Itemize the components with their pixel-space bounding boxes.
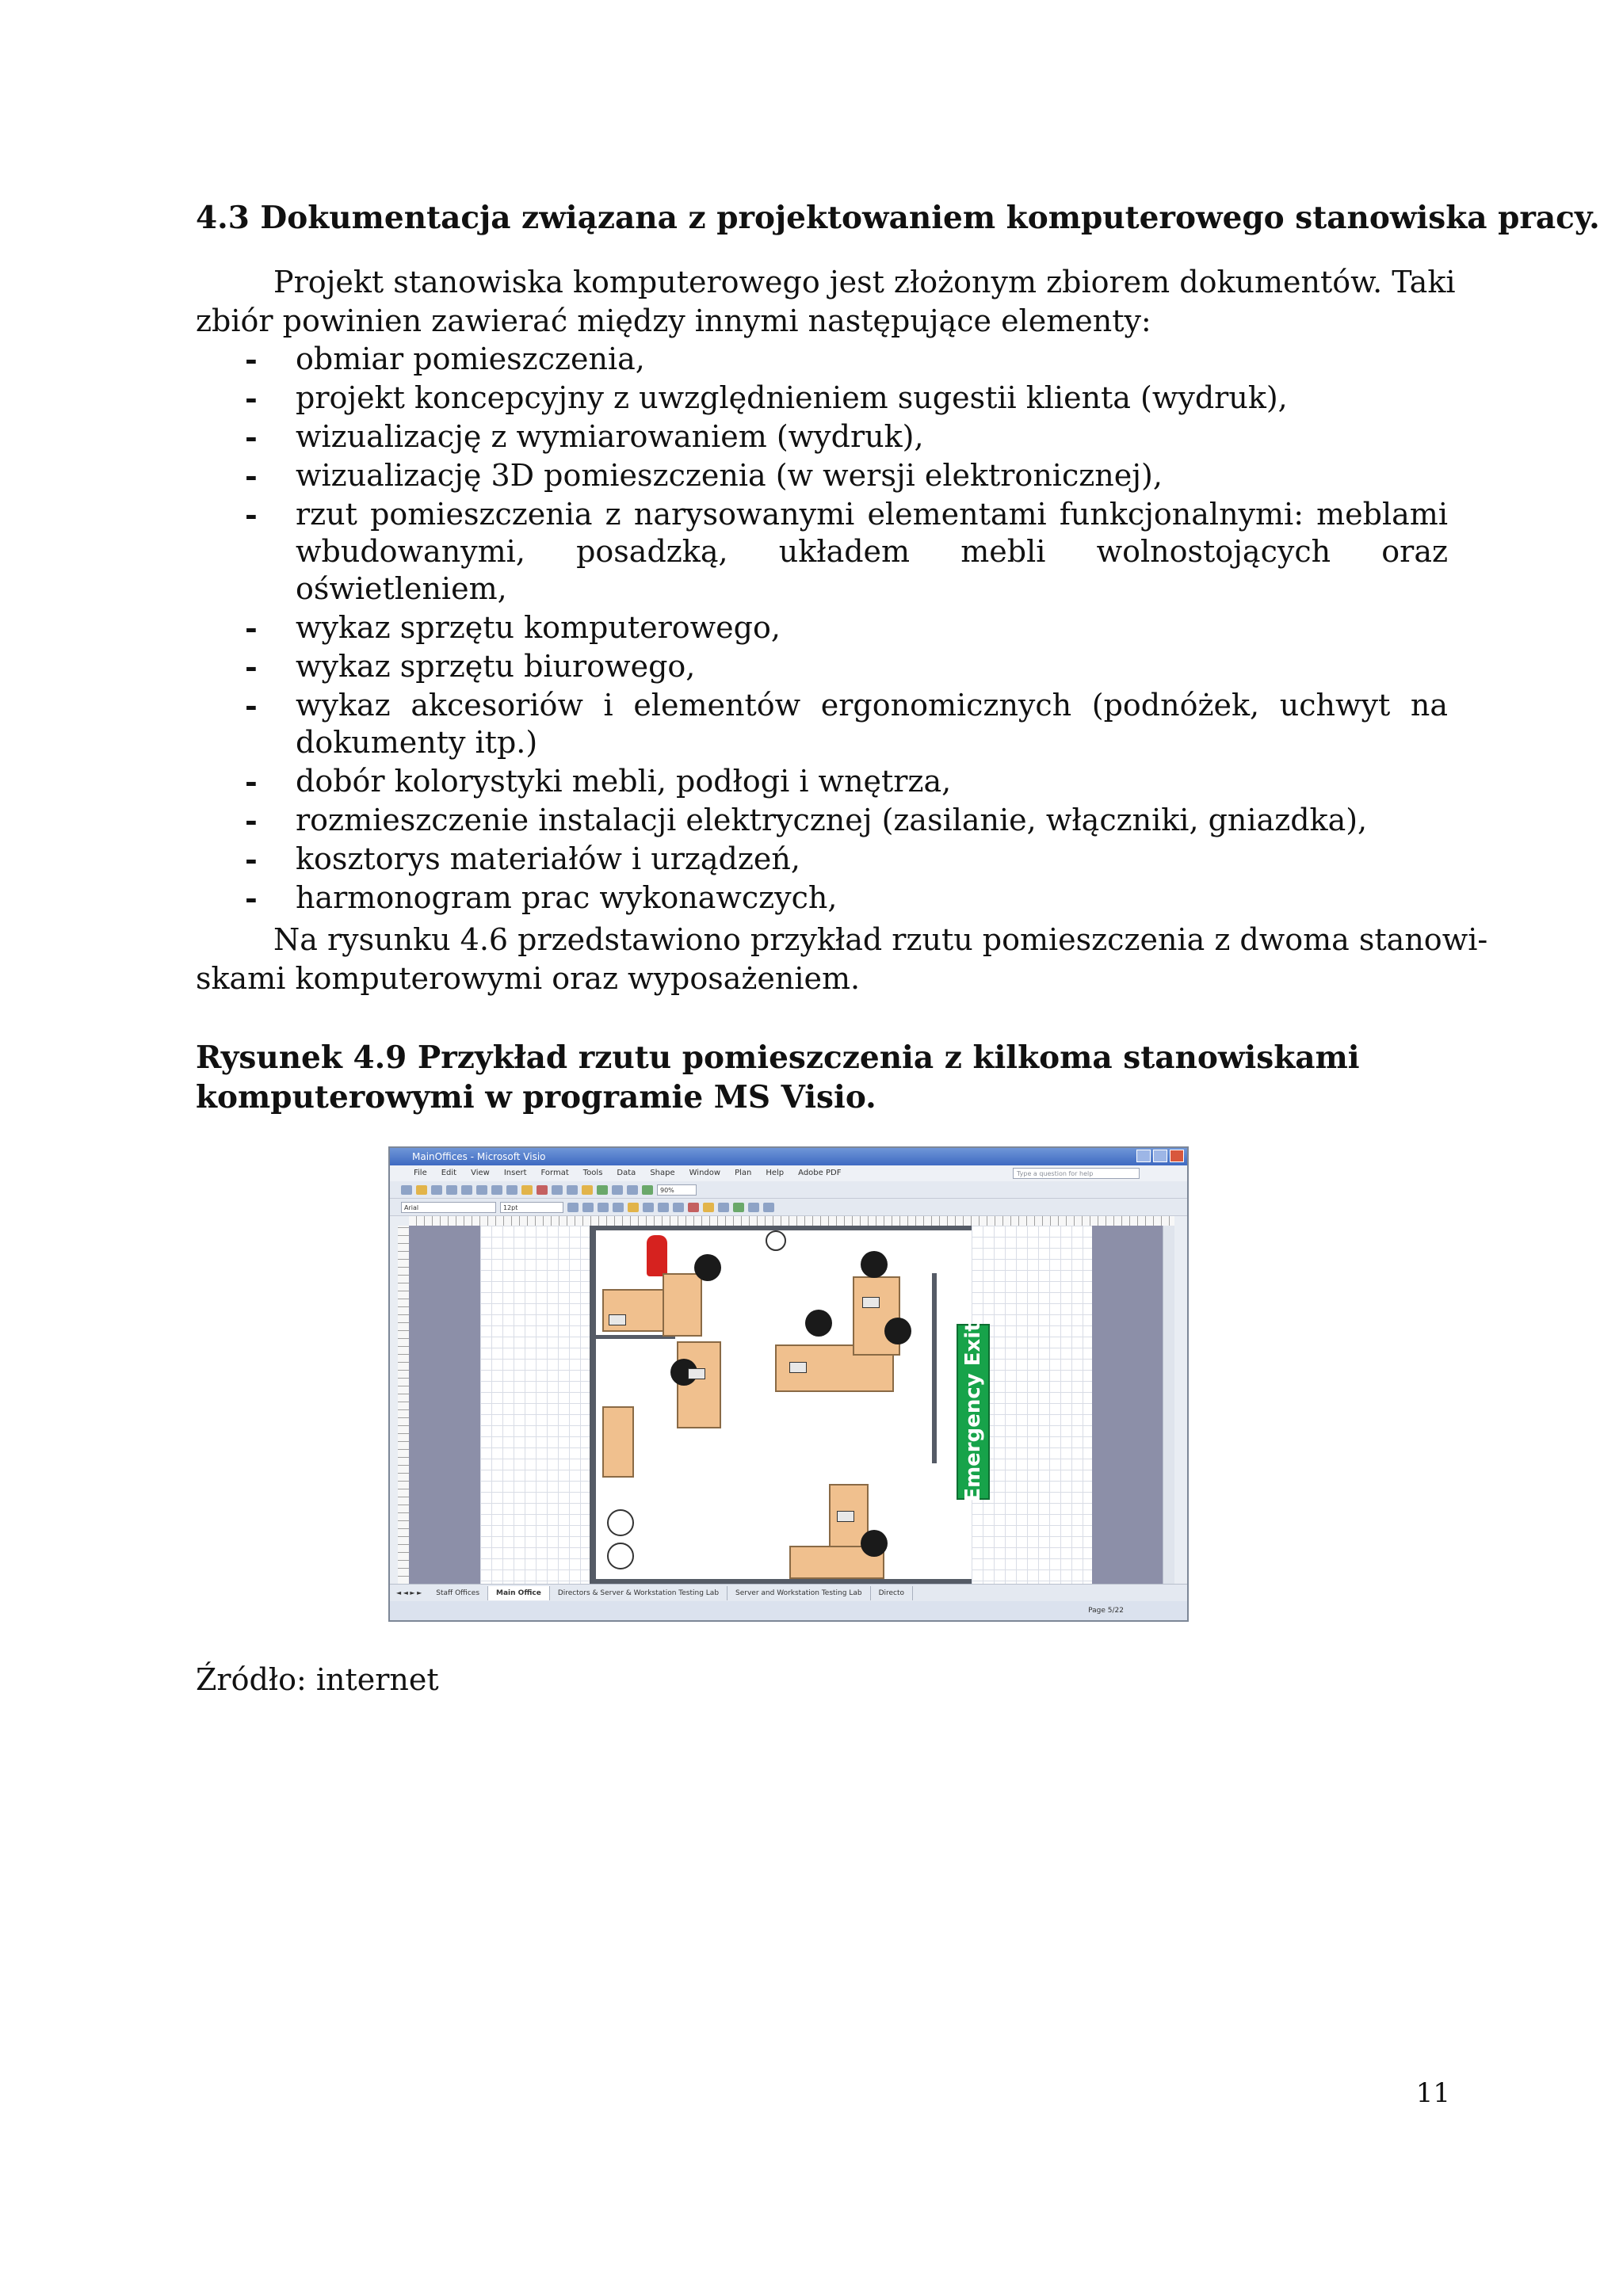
status-bar — [390, 1601, 1187, 1620]
list-item-text: harmonogram prac wykonawczych, — [296, 880, 838, 915]
save-icon — [431, 1185, 442, 1195]
list-item-text: wizualizację 3D pomieszczenia (w wersji elektronicznej), — [296, 458, 1163, 493]
window-title: MainOffices - Microsoft Visio — [412, 1151, 546, 1162]
italic-icon — [582, 1203, 594, 1212]
bullet-dash: - — [245, 803, 258, 838]
computer-icon — [688, 1368, 705, 1379]
font-color-icon — [688, 1203, 699, 1212]
menu-data: Data — [617, 1169, 636, 1177]
intro-line-1: Projekt stanowiska komputerowego jest złożonym zbiorem dokumentów. Taki — [273, 265, 1456, 299]
underline-icon — [598, 1203, 609, 1212]
zoom-icon — [642, 1185, 653, 1195]
list-item — [196, 457, 1448, 494]
grid-left — [480, 1226, 591, 1584]
new-icon — [401, 1185, 412, 1195]
list-item — [196, 648, 1448, 685]
bullet-dash: - — [245, 458, 258, 494]
fill-color-icon — [703, 1203, 714, 1212]
list-item — [196, 341, 1448, 378]
menu-bar — [390, 1165, 1187, 1181]
office-chair-icon — [694, 1254, 721, 1281]
emergency-exit-label: Emergency Exit — [961, 1322, 985, 1502]
help-search-box: Type a question for help — [1013, 1168, 1140, 1179]
office-chair-icon — [861, 1530, 888, 1557]
menu-adobe-pdf: Adobe PDF — [798, 1169, 842, 1177]
list-item — [196, 418, 1448, 456]
align-left-icon — [613, 1203, 624, 1212]
menu-tools: Tools — [582, 1169, 603, 1177]
desk — [602, 1406, 634, 1478]
font-size-field: 12pt — [500, 1202, 563, 1213]
bullet-dash: - — [245, 841, 258, 877]
tab-directo: Directo — [871, 1586, 913, 1600]
cut-icon — [491, 1185, 502, 1195]
list-item-text: rozmieszczenie instalacji elektrycznej (zasilanie, włączniki, gniazdka), — [296, 803, 1368, 837]
drawing-canvas — [409, 1226, 1174, 1584]
list-item-text: wykaz sprzętu biurowego, — [296, 649, 696, 684]
list-item — [196, 687, 1448, 761]
formatting-toolbar — [390, 1199, 1187, 1216]
list-item — [196, 879, 1448, 917]
wall-right — [932, 1273, 937, 1463]
list-item — [196, 802, 1448, 839]
menu-file: File — [414, 1169, 427, 1177]
undo-icon — [552, 1185, 563, 1195]
para2-line-2: skami komputerowymi oraz wyposażeniem. — [196, 961, 861, 996]
menu-shape: Shape — [650, 1169, 675, 1177]
menu-help: Help — [766, 1169, 785, 1177]
indent-icon — [673, 1203, 684, 1212]
emergency-exit-sign — [957, 1324, 990, 1500]
bullet-dash: - — [245, 341, 258, 377]
bullet-dash: - — [245, 497, 258, 532]
computer-icon — [837, 1511, 854, 1522]
theme-icon — [733, 1203, 744, 1212]
para2-line-1: Na rysunku 4.6 przedstawiono przykład rzutu pomieszczenia z dwoma stanowi- — [273, 922, 1488, 957]
delete-icon — [537, 1185, 548, 1195]
list-item-text: rzut pomieszczenia z narysowanymi elementami funkcjonalnymi: meblami wbudowanymi, posadzką, układem mebli wolnostojących oraz oświetleniem, — [296, 497, 1448, 606]
align-right-icon — [643, 1203, 654, 1212]
bullet-dash: - — [245, 880, 258, 916]
toilet-icon — [607, 1509, 634, 1536]
menu-window: Window — [689, 1169, 721, 1177]
menu-format: Format — [540, 1169, 569, 1177]
list-item-text: wizualizację z wymiarowaniem (wydruk), — [296, 419, 924, 454]
menu-edit: Edit — [441, 1169, 457, 1177]
menu-view: View — [471, 1169, 490, 1177]
vertical-scrollbar — [1163, 1226, 1174, 1584]
window-titlebar — [390, 1148, 1187, 1165]
wall-top — [596, 1226, 972, 1230]
sink-icon — [766, 1230, 786, 1251]
page-tabs-bar — [390, 1584, 1187, 1601]
menu-insert: Insert — [503, 1169, 527, 1177]
tab-staff-offices: Staff Offices — [428, 1586, 488, 1600]
print-icon — [446, 1185, 457, 1195]
minimize-icon — [1136, 1150, 1151, 1162]
list-item — [196, 496, 1448, 608]
tab-nav-arrows-icon: ◄ ◄ ► ► — [396, 1589, 422, 1596]
connector-icon — [612, 1185, 623, 1195]
bullet-dash: - — [245, 419, 258, 455]
line-pattern-icon — [763, 1203, 774, 1212]
page-number: 11 — [1415, 2077, 1450, 2109]
page-indicator: Page 5/22 — [1088, 1607, 1124, 1615]
redo-icon — [567, 1185, 578, 1195]
list-item-text: projekt koncepcyjny z uwzględnieniem sugestii klienta (wydruk), — [296, 380, 1288, 415]
spelling-icon — [476, 1185, 487, 1195]
computer-icon — [789, 1362, 807, 1373]
bullet-dash: - — [245, 610, 258, 646]
tab-main-office: Main Office — [488, 1586, 550, 1600]
figure-reference-paragraph — [196, 921, 1488, 998]
computer-icon — [609, 1314, 626, 1325]
figure-source: Źródło: internet — [196, 1662, 439, 1697]
bullet-dash: - — [245, 380, 258, 416]
desk — [663, 1273, 702, 1337]
office-chair-icon — [861, 1251, 888, 1278]
open-icon — [416, 1185, 427, 1195]
bold-icon — [567, 1203, 579, 1212]
maximize-icon — [1153, 1150, 1167, 1162]
list-item-text: kosztorys materiałów i urządzeń, — [296, 841, 800, 876]
bullet-dash: - — [245, 688, 258, 723]
fire-extinguisher-icon — [647, 1235, 667, 1276]
office-chair-icon — [805, 1310, 832, 1337]
pointer-icon — [597, 1185, 608, 1195]
intro-paragraph — [196, 263, 1456, 341]
tab-directors-server-lab: Directors & Server & Workstation Testing Lab — [550, 1586, 727, 1600]
visio-screenshot-figure — [388, 1146, 1189, 1622]
text-icon — [627, 1185, 638, 1195]
list-item-text: dobór kolorystyki mebli, podłogi i wnętrza, — [296, 764, 952, 799]
figure-caption: Rysunek 4.9 Przykład rzutu pomieszczenia z kilkoma stanowiskami komputerowymi w programie MS Visio. — [196, 1039, 1360, 1116]
preview-icon — [461, 1185, 472, 1195]
wall-left — [590, 1226, 596, 1584]
bullet-dash: - — [245, 764, 258, 799]
bullet-dash: - — [245, 649, 258, 685]
close-icon — [1170, 1150, 1184, 1162]
intro-line-2: zbiór powinien zawierać między innymi następujące elementy: — [196, 303, 1151, 338]
window-controls — [1136, 1150, 1184, 1162]
list-item — [196, 379, 1448, 417]
pasteboard-right — [1092, 1226, 1163, 1584]
list-item — [196, 763, 1448, 800]
computer-icon — [862, 1297, 880, 1308]
paste-icon — [521, 1185, 533, 1195]
line-weight-icon — [748, 1203, 759, 1212]
requirements-list — [196, 341, 1448, 918]
toilet-icon — [607, 1543, 634, 1569]
list-item — [196, 841, 1448, 878]
vertical-ruler — [398, 1226, 409, 1584]
copy-icon — [506, 1185, 517, 1195]
font-name-field: Arial — [401, 1202, 496, 1213]
list-item-text: obmiar pomieszczenia, — [296, 341, 645, 376]
tab-server-workstation-lab: Server and Workstation Testing Lab — [727, 1586, 871, 1600]
section-heading: 4.3 Dokumentacja związana z projektowaniem komputerowego stanowiska pracy. — [196, 200, 1600, 236]
list-item — [196, 609, 1448, 646]
list-item-text: wykaz akcesoriów i elementów ergonomicznych (podnóżek, uchwyt na dokumenty itp.) — [296, 688, 1448, 760]
align-center-icon — [628, 1203, 639, 1212]
standard-toolbar — [390, 1181, 1187, 1199]
bullets-icon — [658, 1203, 669, 1212]
office-chair-icon — [884, 1318, 911, 1344]
pasteboard-left — [409, 1226, 480, 1584]
line-color-icon — [718, 1203, 729, 1212]
shapes-icon — [582, 1185, 593, 1195]
list-item-text: wykaz sprzętu komputerowego, — [296, 610, 781, 645]
menu-plan: Plan — [735, 1169, 752, 1177]
zoom-field: 90% — [657, 1184, 697, 1196]
